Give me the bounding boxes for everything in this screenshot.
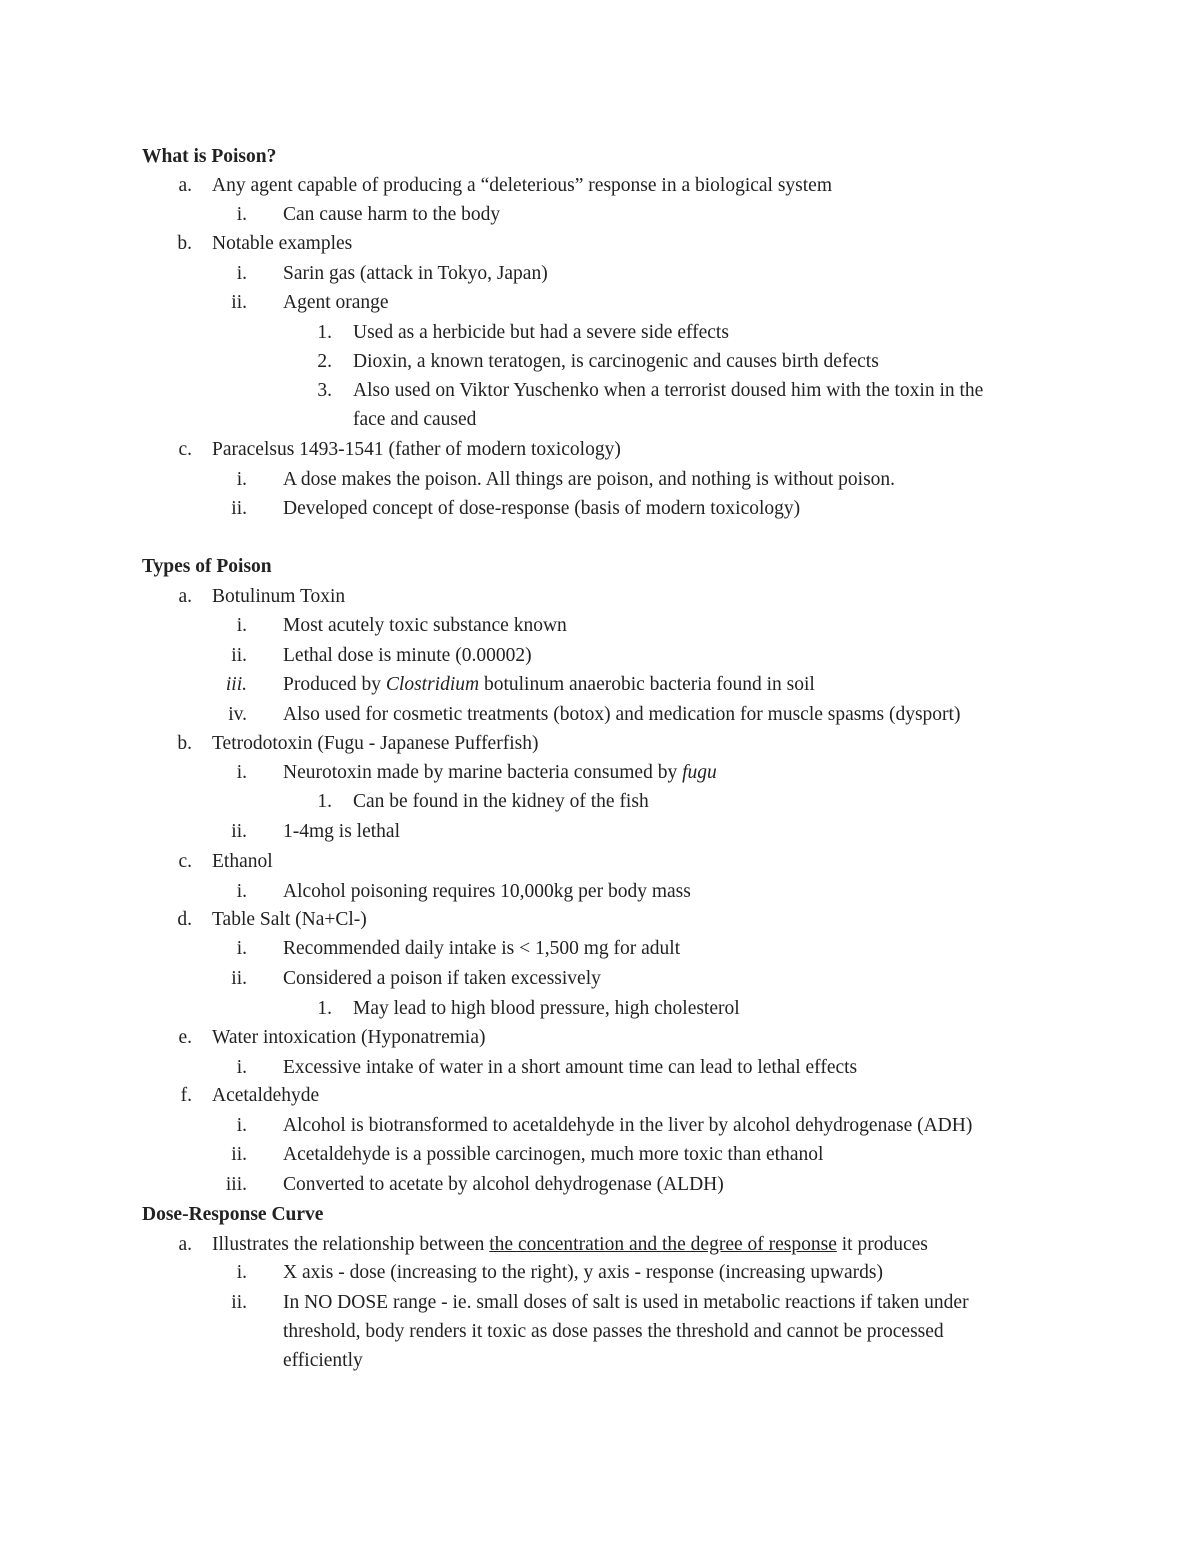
text-run: it produces	[836, 1234, 928, 1255]
list-marker: b.	[177, 233, 192, 254]
list-marker: ii.	[231, 498, 247, 519]
list-marker: i.	[236, 615, 247, 636]
list-marker: iv.	[228, 704, 247, 725]
italic-term: fugu	[682, 762, 717, 783]
italic-genus-name: Clostridium	[385, 674, 480, 695]
list-text: Also used on Viktor Yuschenko when a terrorist doused him with the toxin in the	[353, 380, 984, 401]
list-marker: d.	[177, 909, 192, 930]
list-marker: c.	[178, 439, 192, 460]
list-text: Can cause harm to the body	[283, 204, 501, 225]
list-marker: 1.	[317, 322, 332, 343]
list-marker: 3.	[317, 380, 332, 401]
section-heading-what-is-poison: What is Poison?	[142, 146, 277, 167]
list-text: Agent orange	[283, 292, 389, 313]
list-text: Can be found in the kidney of the fish	[353, 791, 649, 812]
list-marker: i.	[236, 938, 247, 959]
text-run: botulinum anaerobic bacteria found in soil	[479, 674, 815, 695]
list-marker: i.	[236, 762, 247, 783]
list-text: Sarin gas (attack in Tokyo, Japan)	[283, 263, 548, 284]
list-text: Water intoxication (Hyponatremia)	[212, 1027, 486, 1048]
list-text: In NO DOSE range - ie. small doses of salt is used in metabolic reactions if taken under	[283, 1292, 969, 1313]
list-text: Used as a herbicide but had a severe side effects	[353, 322, 729, 343]
list-text: Acetaldehyde is a possible carcinogen, much more toxic than ethanol	[283, 1144, 824, 1165]
list-text: Lethal dose is minute (0.00002)	[283, 645, 532, 666]
text-run: Illustrates the relationship between	[212, 1234, 490, 1255]
list-text: Converted to acetate by alcohol dehydrogenase (ALDH)	[283, 1174, 724, 1195]
list-marker: ii.	[231, 1292, 247, 1313]
list-text: 1-4mg is lethal	[283, 821, 400, 842]
list-text	[283, 670, 815, 699]
list-marker: a.	[178, 1234, 192, 1255]
list-marker: ii.	[231, 968, 247, 989]
underlined-phrase: the concentration and the degree of response	[489, 1234, 837, 1255]
list-text: Developed concept of dose-response (basis of modern toxicology)	[283, 498, 801, 519]
list-text: Botulinum Toxin	[212, 586, 346, 607]
text-run: Produced by	[283, 674, 386, 695]
list-text: Notable examples	[212, 233, 353, 254]
list-marker: 1.	[317, 998, 332, 1019]
list-text: Any agent capable of producing a “deleterious” response in a biological system	[212, 175, 833, 196]
list-marker: i.	[236, 204, 247, 225]
list-marker: i.	[236, 881, 247, 902]
list-text: Excessive intake of water in a short amount time can lead to lethal effects	[283, 1057, 858, 1078]
list-marker: i.	[236, 1057, 247, 1078]
list-marker: e.	[178, 1027, 192, 1048]
list-marker: i.	[236, 263, 247, 284]
list-marker: iii.	[225, 674, 247, 695]
list-marker: b.	[177, 733, 192, 754]
list-text: Recommended daily intake is < 1,500 mg for adult	[283, 938, 681, 959]
list-marker: ii.	[231, 645, 247, 666]
list-text: face and caused	[353, 409, 477, 430]
list-marker: i.	[236, 469, 247, 490]
list-text: Acetaldehyde	[212, 1085, 320, 1106]
list-text: Considered a poison if taken excessively	[283, 968, 601, 989]
list-text: efficiently	[283, 1350, 363, 1371]
list-text	[212, 1230, 928, 1259]
list-marker: i.	[236, 1115, 247, 1136]
list-text: Alcohol poisoning requires 10,000kg per body mass	[283, 881, 691, 902]
list-text: May lead to high blood pressure, high cholesterol	[353, 998, 740, 1019]
list-marker: ii.	[231, 821, 247, 842]
list-marker: a.	[178, 175, 192, 196]
list-text: Ethanol	[212, 851, 273, 872]
list-marker: f.	[180, 1085, 192, 1106]
list-marker: i.	[236, 1262, 247, 1283]
list-marker: 2.	[317, 351, 332, 372]
list-text	[283, 758, 717, 787]
list-text: Also used for cosmetic treatments (botox) and medication for muscle spasms (dysport)	[283, 704, 961, 725]
list-text: A dose makes the poison. All things are poison, and nothing is without poison.	[283, 469, 896, 490]
list-marker: ii.	[231, 292, 247, 313]
list-marker: a.	[178, 586, 192, 607]
list-text: Paracelsus 1493-1541 (father of modern toxicology)	[212, 439, 621, 460]
section-heading-dose-response-curve: Dose-Response Curve	[142, 1204, 324, 1225]
list-text: Alcohol is biotransformed to acetaldehyde in the liver by alcohol dehydrogenase (ADH)	[283, 1115, 973, 1136]
list-marker: iii.	[225, 1174, 247, 1195]
list-text: Table Salt (Na+Cl-)	[212, 909, 367, 930]
section-heading-types-of-poison: Types of Poison	[142, 556, 272, 577]
list-marker: 1.	[317, 791, 332, 812]
list-text: threshold, body renders it toxic as dose passes the threshold and cannot be processed	[283, 1321, 944, 1342]
list-marker: ii.	[231, 1144, 247, 1165]
list-text: Tetrodotoxin (Fugu - Japanese Pufferfish)	[212, 733, 539, 754]
list-text: Dioxin, a known teratogen, is carcinogenic and causes birth defects	[353, 351, 879, 372]
text-run: Neurotoxin made by marine bacteria consumed by	[283, 762, 683, 783]
list-text: X axis - dose (increasing to the right), y axis - response (increasing upwards)	[283, 1262, 883, 1283]
list-text: Most acutely toxic substance known	[283, 615, 567, 636]
list-marker: c.	[178, 851, 192, 872]
